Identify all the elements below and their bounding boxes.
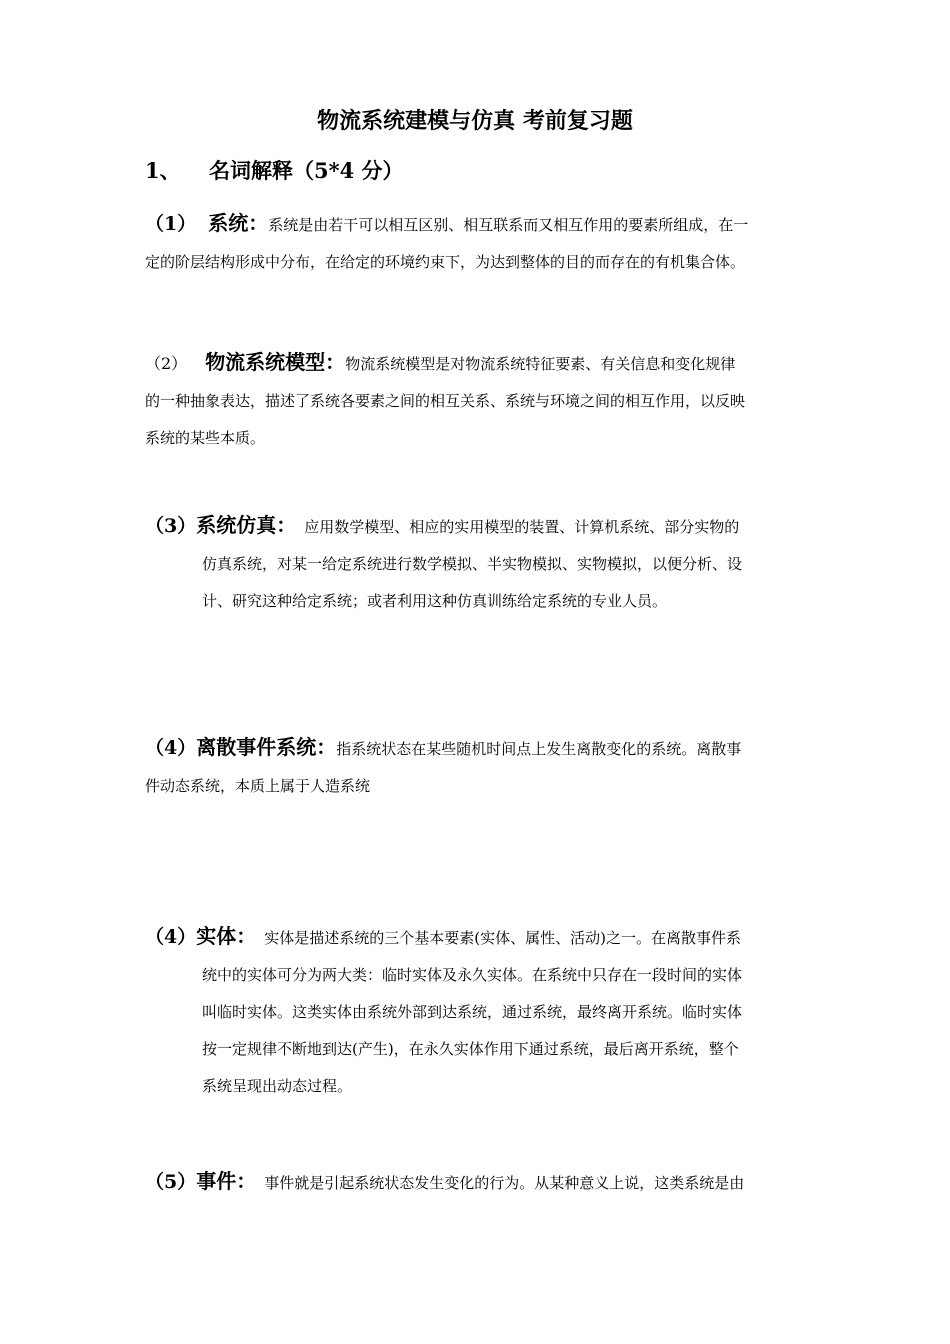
term-definition-line: 计、研究这种给定系统；或者利用这种仿真训练给定系统的专业人员。 xyxy=(202,592,668,610)
term-label: 系统： xyxy=(208,211,269,235)
term-label: 系统仿真： xyxy=(196,513,297,537)
term-system xyxy=(145,205,825,281)
term-definition-line: 统中的实体可分为两大类：临时实体及永久实体。在系统中只存在一段时间的实体 xyxy=(202,966,743,984)
term-number: （1） xyxy=(145,213,197,235)
term-definition-first-line: 实体是描述系统的三个基本要素(实体、属性、活动)之一。在离散事件系 xyxy=(264,929,741,947)
term-definition-first-line: 应用数学模型、相应的实用模型的装置、计算机系统、部分实物的 xyxy=(304,518,740,536)
term-number: （5） xyxy=(145,1171,197,1193)
term-label: 事件： xyxy=(196,1169,257,1193)
section-number: 1、 xyxy=(145,158,181,183)
term-event xyxy=(145,1163,825,1202)
term-definition-first-line: 事件就是引起系统状态发生变化的行为。从某种意义上说，这类系统是由 xyxy=(264,1174,745,1192)
term-definition-first-line: 系统是由若干可以相互区别、相互联系而又相互作用的要素所组成，在一 xyxy=(268,216,749,234)
term-discrete-event-system xyxy=(145,729,825,805)
term-number: （4） xyxy=(145,926,197,948)
term-label: 离散事件系统： xyxy=(196,735,337,759)
term-label: 物流系统模型： xyxy=(205,350,346,374)
term-definition-line: 按一定规律不断地到达(产生)，在永久实体作用下通过系统，最后离开系统，整个 xyxy=(202,1040,739,1058)
term-definition-line: 件动态系统，本质上属于人造系统 xyxy=(145,777,371,795)
term-label: 实体： xyxy=(196,924,257,948)
term-system-simulation xyxy=(145,507,825,620)
term-definition-first-line: 指系统状态在某些随机时间点上发生离散变化的系统。离散事 xyxy=(336,740,742,758)
document-title: 物流系统建模与仿真 考前复习题 xyxy=(317,108,633,134)
term-definition-first-line: 物流系统模型是对物流系统特征要素、有关信息和变化规律 xyxy=(345,355,736,373)
term-definition-line: 系统的某些本质。 xyxy=(145,429,266,447)
term-definition-line: 定的阶层结构形成中分布，在给定的环境约束下，为达到整体的目的而存在的有机集合体。 xyxy=(145,253,746,271)
section-heading xyxy=(145,153,404,189)
term-definition-line: 系统呈现出动态过程。 xyxy=(202,1077,353,1095)
term-definition-line: 仿真系统，对某一给定系统进行数学模拟、半实物模拟、实物模拟，以便分析、设 xyxy=(202,555,743,573)
term-definition-line: 叫临时实体。这类实体由系统外部到达系统，通过系统，最终离开系统。临时实体 xyxy=(202,1003,743,1021)
term-entity xyxy=(145,918,825,1105)
term-logistics-model xyxy=(145,344,825,457)
section-label: 名词解释（5*4 分） xyxy=(209,158,404,183)
term-definition-line: 的一种抽象表达，描述了系统各要素之间的相互关系、系统与环境之间的相互作用，以反映 xyxy=(145,392,746,410)
term-number: （4） xyxy=(145,737,197,759)
term-number: （3） xyxy=(145,515,197,537)
term-number: （2） xyxy=(145,354,188,373)
